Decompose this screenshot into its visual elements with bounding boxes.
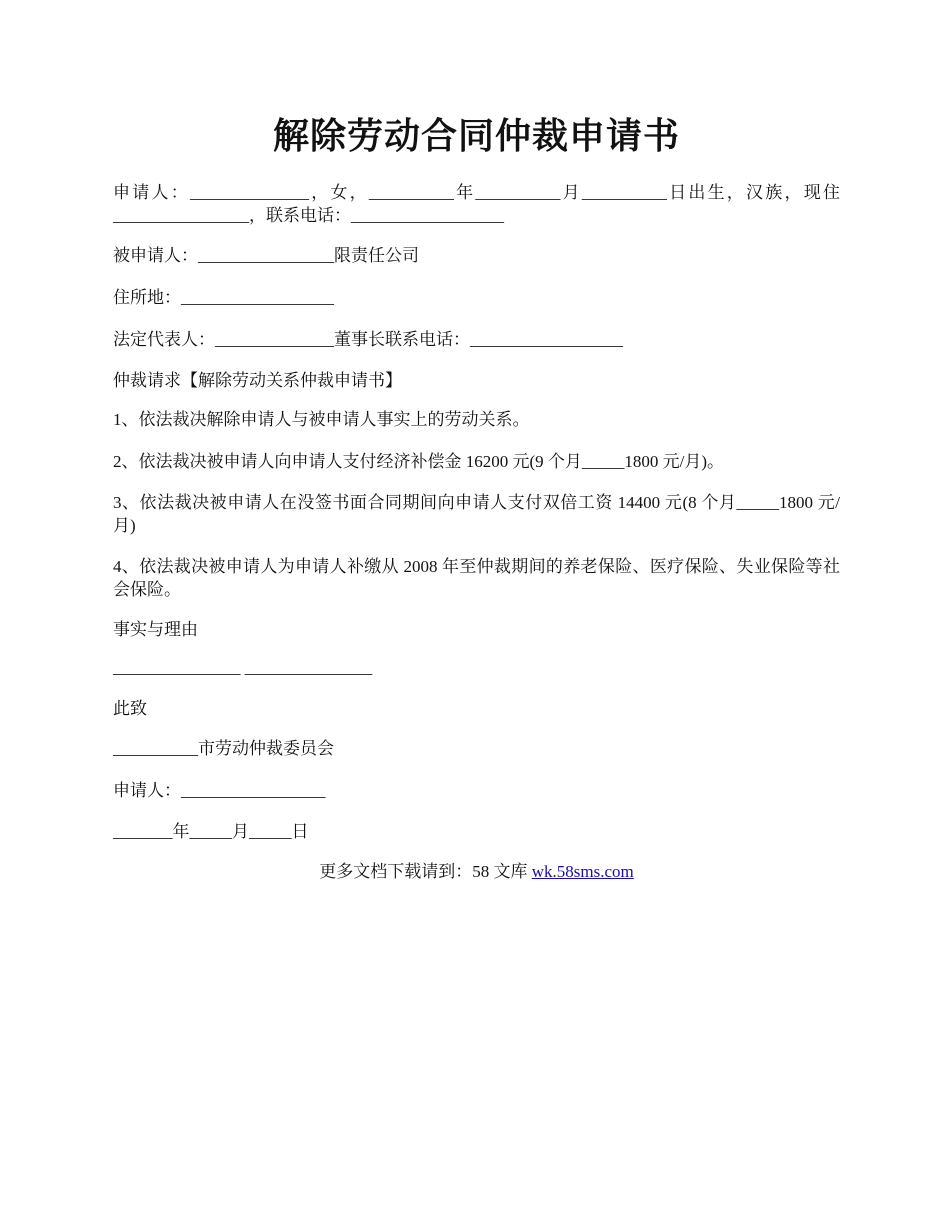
arbitration-committee: __________市劳动仲裁委员会 [113, 739, 334, 758]
claim-4: 4、依法裁决被申请人为申请人补缴从 2008 年至仲裁期间的养老保险、医疗保险、失业保险等社会保险。 [113, 557, 840, 599]
address-paragraph: 住所地：__________________ [113, 288, 334, 307]
signature-line: 申请人：_________________ [113, 781, 326, 800]
salutation: 此致 [113, 699, 147, 718]
date-line: _______年_____月_____日 [113, 822, 309, 841]
footer [113, 860, 840, 883]
footer-link[interactable]: wk.58sms.com [531, 862, 634, 881]
claim-3: 3、依法裁决被申请人在没签书面合同期间向申请人支付双倍工资 14400 元(8 个月_____1800 元/月) [113, 493, 840, 535]
claims-heading: 仲裁请求【解除劳动关系仲裁申请书】 [113, 371, 402, 390]
footer-text: 更多文档下载请到：58 文库 [319, 862, 532, 881]
document-title: 解除劳动合同仲裁申请书 [272, 116, 680, 156]
legal-representative-paragraph: 法定代表人：______________董事长联系电话：__________________ [113, 330, 623, 349]
claim-2: 2、依法裁决被申请人向申请人支付经济补偿金 16200 元(9 个月_____1800 元/月)。 [113, 452, 725, 471]
respondent-paragraph: 被申请人：________________限责任公司 [113, 246, 419, 265]
facts-blank-lines: _______________ _______________ [113, 658, 373, 677]
applicant-paragraph: 申请人：______________，女，__________年__________月__________日出生，汉族，现住________________，联系电话：__________________ [113, 183, 840, 225]
facts-heading: 事实与理由 [113, 620, 198, 639]
claim-1: 1、依法裁决解除申请人与被申请人事实上的劳动关系。 [113, 410, 530, 429]
